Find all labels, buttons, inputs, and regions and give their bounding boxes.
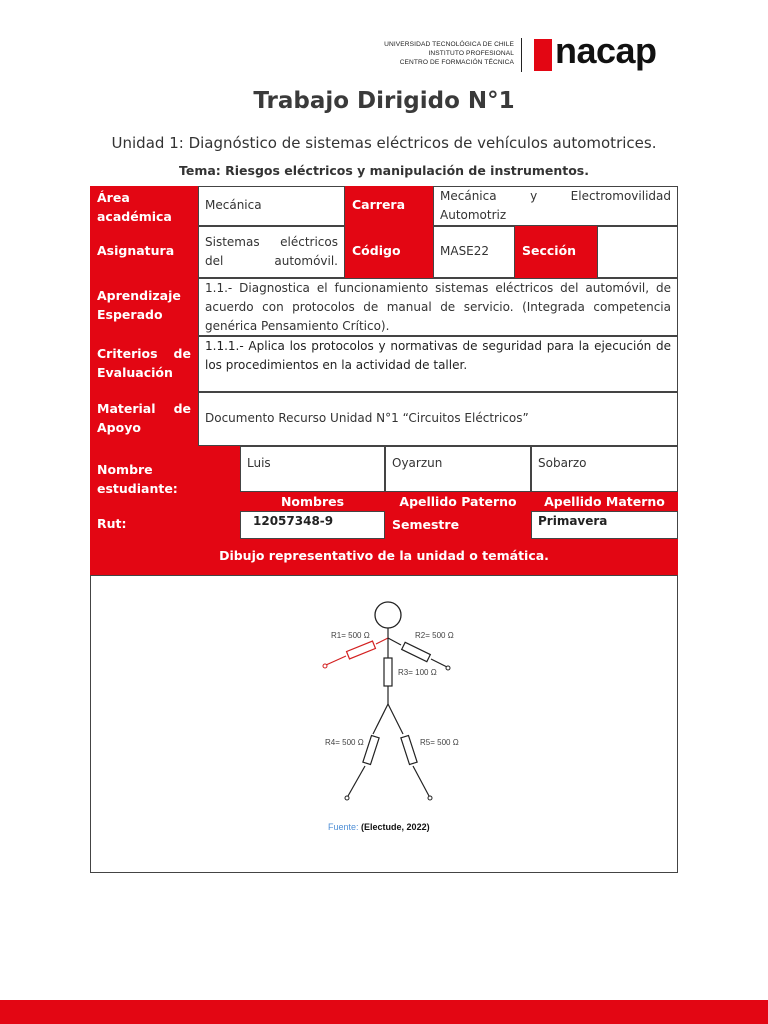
rut-label: Rut:: [90, 511, 240, 539]
logo-mark: [534, 39, 552, 71]
r1-resistor: [347, 641, 376, 659]
col-apellido-materno: Apellido Materno: [531, 492, 678, 511]
drawing-header: Dibujo representativo de la unidad o temática.: [90, 539, 678, 575]
source-value: (Electude, 2022): [361, 822, 430, 832]
carrera-label: Carrera: [345, 186, 433, 226]
drawing-source: [328, 822, 430, 832]
seccion-label: Sección: [515, 226, 597, 278]
r3-resistor: [384, 658, 392, 686]
aprendizaje-label: Aprendizaje Esperado: [90, 278, 198, 336]
institution-line-2: INSTITUTO PROFESIONAL: [428, 50, 514, 57]
logo-brand: nacap: [555, 30, 657, 71]
area-value: Mecánica: [198, 186, 345, 226]
semestre-value: Primavera: [531, 511, 678, 539]
codigo-label: Código: [345, 226, 433, 278]
source-label: Fuente:: [328, 822, 359, 832]
unit-name: Diagnóstico de sistemas eléctricos de vehículos automotrices.: [188, 134, 657, 152]
logo-divider: [521, 38, 522, 72]
r5-resistor: [401, 735, 417, 764]
criterios-label: Criterios de Evaluación: [90, 336, 198, 392]
r4-resistor: [363, 735, 379, 764]
material-value: Documento Recurso Unidad N°1 “Circuitos Eléctricos”: [198, 392, 678, 446]
institution-line-3: CENTRO DE FORMACIÓN TÉCNICA: [399, 59, 514, 66]
student-maternal: Sobarzo: [531, 446, 678, 492]
material-label: Material de Apoyo: [90, 392, 198, 446]
r4-label: R4= 500 Ω: [325, 738, 364, 747]
r5-label: R5= 500 Ω: [420, 738, 459, 747]
page-title: Trabajo Dirigido N°1: [253, 88, 515, 114]
student-name-label: Nombre estudiante:: [90, 446, 240, 514]
stick-figure-circuit: [300, 590, 500, 810]
r3-label: R3= 100 Ω: [398, 668, 437, 677]
r2-resistor: [402, 642, 431, 661]
left-arm-wire: [376, 638, 388, 644]
institution-line-1: UNIVERSIDAD TECNOLÓGICA DE CHILE: [384, 41, 514, 48]
area-label: Área académica: [90, 186, 198, 226]
asignatura-label: Asignatura: [90, 226, 198, 278]
col-nombres: Nombres: [240, 492, 385, 511]
asignatura-value: Sistemas eléctricos del automóvil.: [198, 226, 345, 278]
student-first-name: Luis: [240, 446, 385, 492]
aprendizaje-value: 1.1.- Diagnostica el funcionamiento sistemas eléctricos del automóvil, de acuerdo con protocolos de manual de servicio. (Integrada competencia genérica Pensamiento Crítico).: [198, 278, 678, 336]
footer-band: [0, 1000, 768, 1024]
student-paternal: Oyarzun: [385, 446, 531, 492]
semestre-label: Semestre: [385, 511, 531, 539]
unit-prefix: Unidad 1:: [111, 134, 184, 152]
criterios-value: 1.1.1.- Aplica los protocolos y normativas de seguridad para la ejecución de los procedimientos en la actividad de taller.: [198, 336, 678, 392]
unit-title: [0, 134, 768, 152]
r2-label: R2= 500 Ω: [415, 631, 454, 640]
col-apellido-paterno: Apellido Paterno: [385, 492, 531, 511]
head-circle: [375, 602, 401, 628]
r1-label: R1= 500 Ω: [331, 631, 370, 640]
topic: Tema: Riesgos eléctricos y manipulación de instrumentos.: [178, 163, 589, 178]
codigo-value: MASE22: [433, 226, 515, 278]
rut-value: 12057348-9: [240, 511, 385, 539]
seccion-value: [597, 226, 678, 278]
institution-lines: [384, 40, 514, 67]
carrera-value: Mecánica y Electromovilidad Automotriz: [433, 186, 678, 226]
